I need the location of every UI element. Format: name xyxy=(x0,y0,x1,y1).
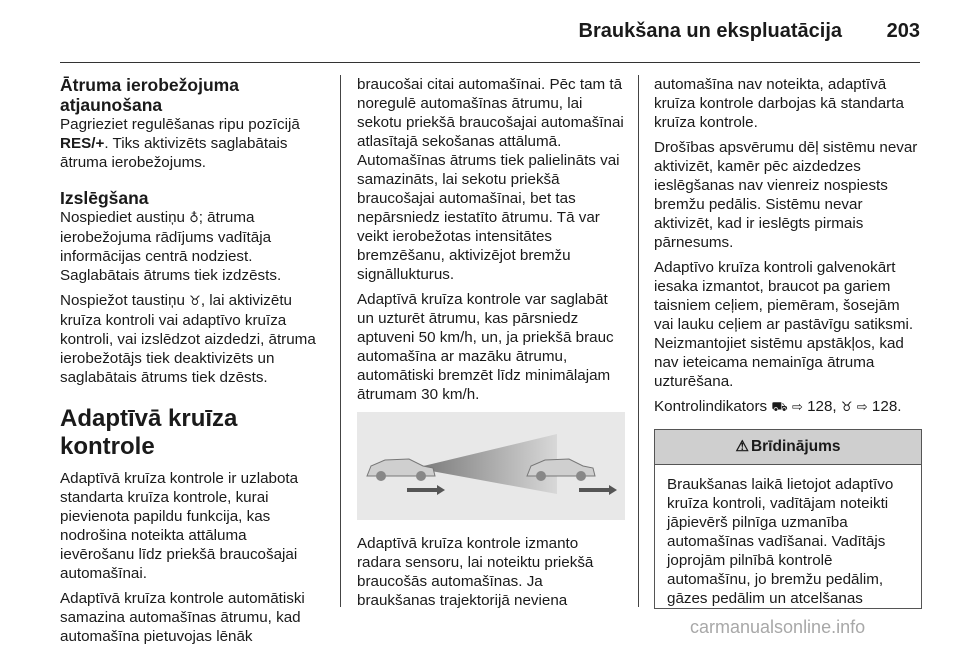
radar-diagram xyxy=(357,412,625,520)
own-car-icon xyxy=(367,459,435,481)
cruise-control-icon: ♉ xyxy=(189,294,201,309)
warning-box xyxy=(654,429,922,609)
paragraph-switch-off-2: Nospiežot taustiņu ♉, lai aktivizētu kruīza kontroli vai adaptīvo kruīza kontroli, vai izslēdzot aizdedzi, ātruma ierobežotājs tiek deaktivizēts un saglabātais ātrums tiek dzēsts. xyxy=(60,292,316,386)
column-divider-2 xyxy=(638,75,639,607)
header-divider xyxy=(60,62,920,63)
heading-switch-off: Izslēgšana xyxy=(60,188,149,208)
car-indicator-icon: ⛟ xyxy=(771,400,788,415)
direction-arrow-1 xyxy=(407,485,445,495)
paragraph-acc-1: Adaptīvā kruīza kontrole ir uzlabota standarta kruīza kontrole, kurai pievienota papildu funkcija, kas nodrošina noteikta attāluma ievērošanu līdz priekšā braucošajai automašīnai. xyxy=(60,470,299,582)
paragraph-acc-4: Adaptīvā kruīza kontrole var saglabāt un uzturēt ātrumu, kas pārsniedz aptuveni 50 km/h, un, ja priekšā brauc automašīna ar mazāku ātrumu, automātiski bremzēt līdz minimālajam ātrumam 30 km/h. xyxy=(357,291,614,403)
ref-page-1[interactable]: 128, xyxy=(807,398,837,415)
column-1 xyxy=(60,75,324,652)
indicator-references: Kontrolindikators ⛟ ⇨ 128, ♉ ⇨ 128. xyxy=(654,398,902,415)
section-title: Braukšana un ekspluatācija xyxy=(578,20,842,42)
paragraph-acc-8: Adaptīvo kruīza kontroli galvenokārt iesaka izmantot, braucot pa gariem taisniem ceļiem, piemēram, šosejām vai lauku ceļiem ar pastāvīgu satiksmi. Neizmantojiet sistēmu apstākļos, kad nav ieteicama nemainīga ātruma uzturēšana. xyxy=(654,259,914,390)
paragraph-acc-3: braucošai citai automašīnai. Pēc tam tā noregulē automašīnas ātrumu, lai sekotu priekšā braucošajai automašīnai atlasītajā sekošanas attālumā. Automašīnas ātrums tiek palielināts vai samazināts, lai sekotu priekšā braucošajai automašīnai, bet tas nepārsniedz iestatīto ātrumu. Tā var veikt ierobežotas intensitātes bremzēšanu, aktivizējot bremžu signāllukturus. xyxy=(357,76,624,283)
column-3 xyxy=(654,75,922,609)
paragraph-acc-2: Adaptīvā kruīza kontrole automātiski samazina automašīnas ātrumu, kad automašīna pietuvojas lēnāk xyxy=(60,590,305,645)
paragraph-acc-5: Adaptīvā kruīza kontrole izmanto radara sensoru, lai noteiktu priekšā braucošās automašīnas. Ja braukšanas trajektorijā neviena xyxy=(357,535,594,609)
heading-speed-limit-restore: Ātruma ierobežojuma atjaunošana xyxy=(60,75,239,115)
paragraph-acc-7: Drošības apsvērumu dēļ sistēmu nevar aktivizēt, kamēr pēc aizdedzes ieslēgšanas nav vienreiz nospiests bremžu pedālis. Sistēmu nevar aktivizēt, kad ir ieslēgts pirmais pārnesums. xyxy=(654,139,918,251)
page-header xyxy=(0,0,960,60)
direction-arrow-2 xyxy=(579,485,617,495)
ref-arrow-icon: ⇨ xyxy=(791,400,803,415)
heading-adaptive-cruise-control: Adaptīvā kruīza kontrole xyxy=(60,405,238,460)
ref-arrow-icon: ⇨ xyxy=(856,400,868,415)
speed-limiter-button-icon: ♁ xyxy=(189,211,199,226)
paragraph-restore: Pagrieziet regulēšanas ripu pozīcijā RES/+. Tiks aktivizēts saglabātais ātruma ierobežojums. xyxy=(60,116,300,171)
page-number: 203 xyxy=(886,20,920,42)
paragraph-acc-6: automašīna nav noteikta, adaptīvā kruīza kontrole darbojas kā standarta kruīza kontrole. xyxy=(654,76,904,131)
ref-page-2[interactable]: 128. xyxy=(871,398,902,415)
warning-header: ⚠ Brīdinājums xyxy=(655,430,921,465)
watermark: carmanualsonline.info xyxy=(690,617,866,637)
column-divider-1 xyxy=(340,75,341,607)
column-2 xyxy=(357,75,625,616)
cruise-indicator-icon: ♉ xyxy=(840,400,853,415)
paragraph-switch-off-1: Nospiediet austiņu ♁; ātruma ierobežojuma rādījums vadītāja informācijas centrā nodziest. Saglabātais ātrums tiek izdzēsts. xyxy=(60,209,282,284)
warning-text: Braukšanas laikā lietojot adaptīvo kruīza kontroli, vadītājam noteikti jāpievērš pilnīga uzmanība automašīnas vadīšanai. Vadītājs joprojām pilnībā kontrolē automašīnu, jo bremžu pedālim, gāzes pedālim un atcelšanas xyxy=(667,476,894,607)
warning-triangle-icon: ⚠ xyxy=(735,438,749,455)
radar-illustration xyxy=(357,412,625,520)
res-label: RES/+ xyxy=(60,135,105,152)
